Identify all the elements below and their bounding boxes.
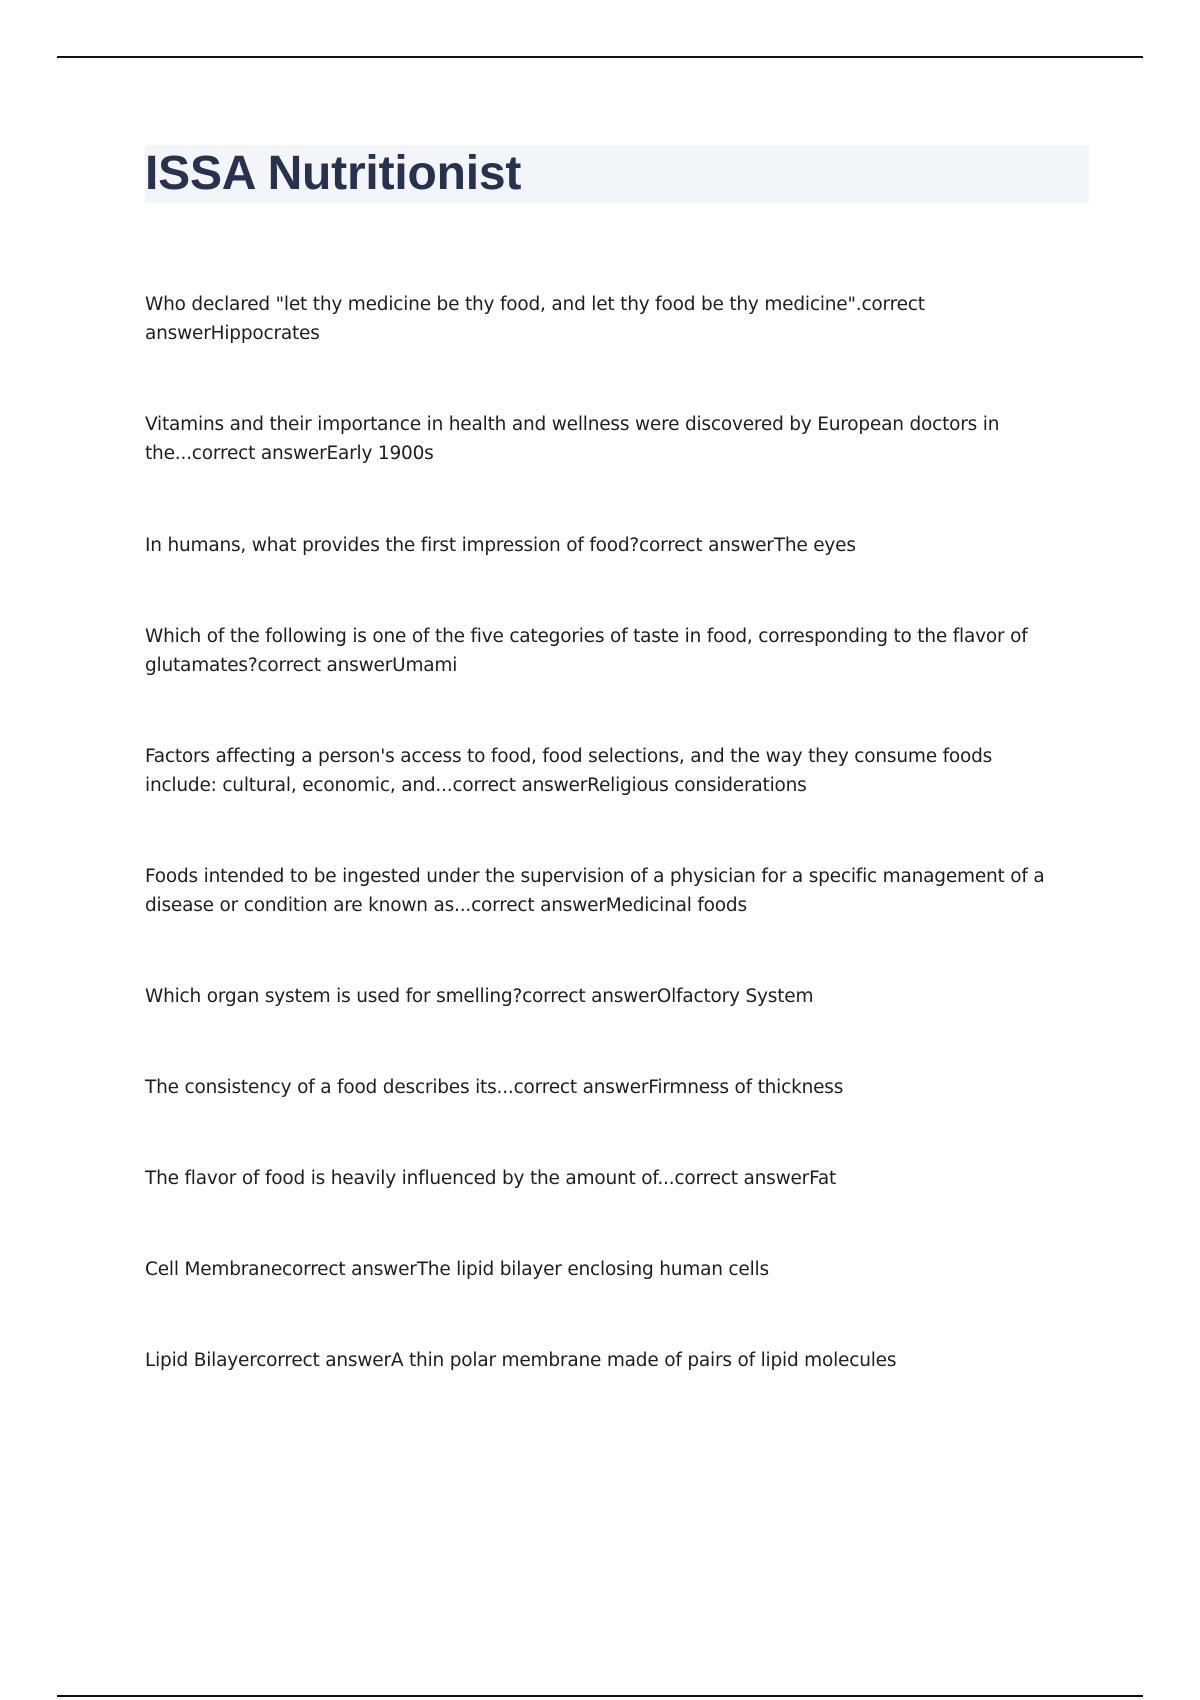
- qa-item-5: Factors affecting a person's access to food, food selections, and the way they consume foods include: cultural, economic, and...correct answerReligious considerations: [145, 746, 993, 796]
- qa-item-2: Vitamins and their importance in health and wellness were discovered by European doctors in the...correct answerEarly 1900s: [145, 414, 1000, 464]
- qa-item-11: Lipid Bilayercorrect answerA thin polar membrane made of pairs of lipid molecules: [145, 1350, 897, 1371]
- top-rule: [57, 56, 1143, 58]
- qa-item-6: Foods intended to be ingested under the supervision of a physician for a specific management of a disease or condition are known as...correct answerMedicinal foods: [145, 866, 1045, 916]
- qa-item-3: In humans, what provides the first impression of food?correct answerThe eyes: [145, 535, 856, 556]
- qa-item-4: Which of the following is one of the five categories of taste in food, corresponding to the flavor of glutamates?correct answerUmami: [145, 626, 1028, 676]
- qa-item-1: Who declared "let thy medicine be thy food, and let thy food be thy medicine".correct answerHippocrates: [145, 294, 925, 344]
- qa-item-10: Cell Membranecorrect answerThe lipid bilayer enclosing human cells: [145, 1259, 769, 1280]
- bottom-rule: [57, 1695, 1143, 1697]
- qa-item-7: Which organ system is used for smelling?correct answerOlfactory System: [145, 986, 814, 1007]
- document-title: ISSA Nutritionist: [145, 147, 522, 200]
- qa-item-9: The flavor of food is heavily influenced by the amount of...correct answerFat: [145, 1168, 837, 1189]
- qa-item-8: The consistency of a food describes its...correct answerFirmness of thickness: [145, 1077, 844, 1098]
